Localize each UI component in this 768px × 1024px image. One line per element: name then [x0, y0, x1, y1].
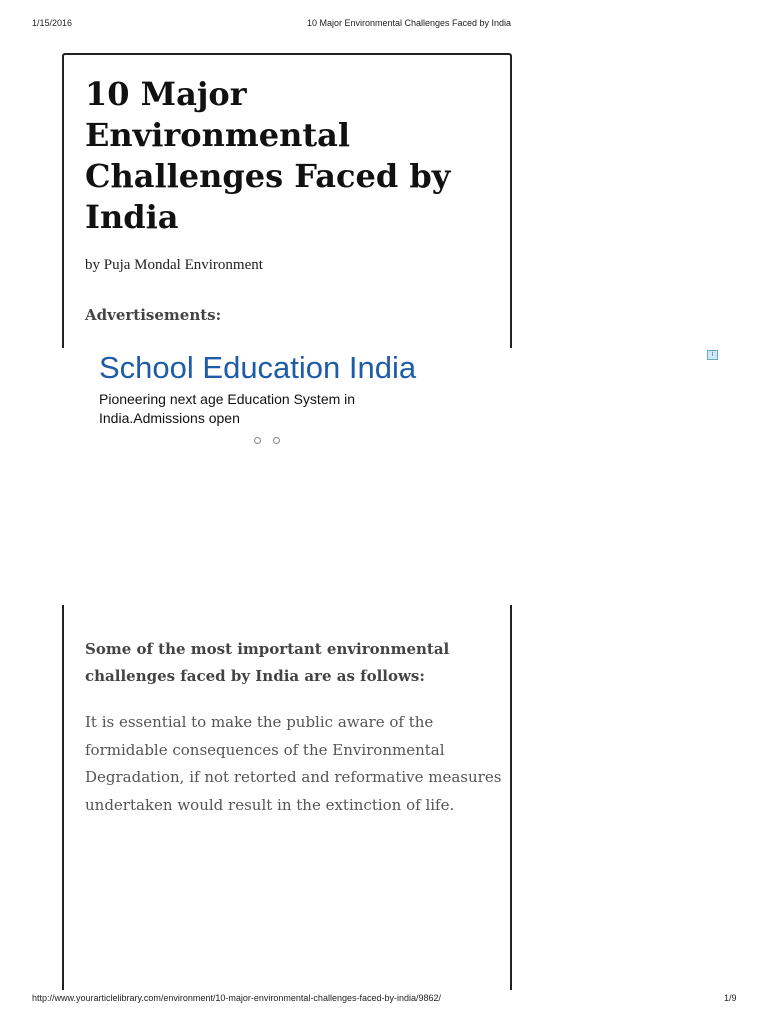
ad-carousel-dots [254, 431, 288, 449]
ad-carousel-dot[interactable] [273, 437, 280, 444]
ad-description[interactable]: Pioneering next age Education System in India.Admissions open [99, 391, 356, 426]
ad-choices-icon[interactable]: i [707, 350, 718, 360]
article-frame-right-lower [510, 605, 512, 990]
ad-carousel-dot[interactable] [254, 437, 261, 444]
advertisement-banner[interactable] [62, 348, 730, 605]
article-frame-top [62, 53, 512, 65]
ad-headline-link[interactable]: School Education India [99, 350, 417, 385]
print-date: 1/15/2016 [32, 18, 73, 28]
print-url: http://www.yourarticlelibrary.com/environment/10-major-environmental-challenges-faced-by-india/9862/ [32, 993, 442, 1003]
article-paragraph: It is essential to make the public aware of the formidable consequences of the Environmental Degradation, if not retorted and reformative measures undertaken would result in the extinction of life. [85, 713, 502, 814]
article-frame-right-upper [510, 60, 512, 348]
print-page-number: 1/9 [724, 993, 737, 1003]
article-byline[interactable]: by Puja Mondal Environment [85, 257, 263, 273]
print-page-title: 10 Major Environmental Challenges Faced by India [306, 18, 512, 28]
article-lead: Some of the most important environmental challenges faced by India are as follows: [85, 640, 450, 685]
article-title: 10 Major Environmental Challenges Faced by India [85, 75, 451, 236]
advertisements-label: Advertisements: [85, 306, 222, 324]
